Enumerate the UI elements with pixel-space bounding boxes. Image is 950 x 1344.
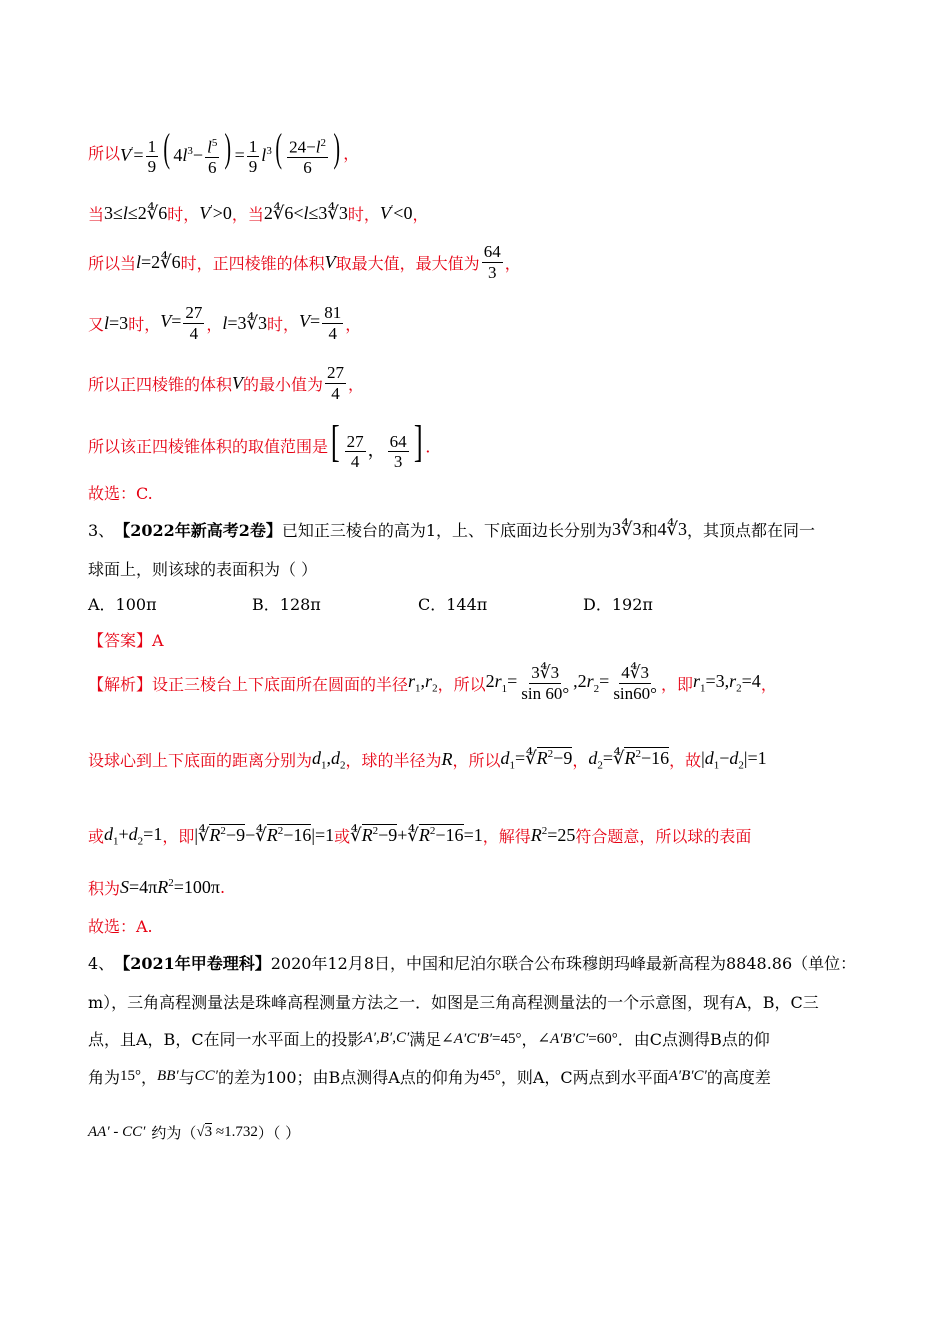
text: ．由C点测得B点的仰 bbox=[617, 1030, 770, 1049]
text: ， bbox=[412, 205, 429, 224]
text: 或 bbox=[334, 827, 351, 847]
text: 时， bbox=[267, 314, 300, 334]
text: ，故 bbox=[669, 751, 702, 771]
math-formula: $|d_1-d_2|=1$ bbox=[701, 748, 767, 772]
text: 点，且A，B，C在同一水平面上的投影 bbox=[88, 1030, 364, 1049]
text: 时， bbox=[167, 205, 200, 224]
question-4-line1 bbox=[88, 951, 856, 974]
text: ，即 bbox=[162, 827, 195, 847]
text: ， bbox=[521, 1030, 538, 1049]
option-c: C．144π bbox=[418, 595, 488, 614]
text: . bbox=[220, 878, 226, 897]
math-formula: $d_1=∜R^2-9$ bbox=[500, 748, 573, 772]
math-formula: 3≤l≤2∜6 bbox=[104, 203, 168, 223]
text: 积为 bbox=[88, 879, 121, 898]
condition-line bbox=[88, 202, 428, 225]
math-formula: l=3 bbox=[104, 312, 129, 333]
text: 的高度差 bbox=[706, 1068, 771, 1087]
math-formula: 4∜3 bbox=[657, 519, 688, 539]
text: ，则A，C两点到水平面 bbox=[500, 1068, 669, 1087]
question-source: 【2021年甲卷理科】 bbox=[114, 954, 271, 973]
text: 的差为100；由B点测得A点的仰角为 bbox=[217, 1068, 480, 1087]
text: 球面上，则该球的表面积为（ ） bbox=[88, 560, 318, 579]
text: ，所以 bbox=[437, 674, 486, 694]
text: 角为 bbox=[88, 1068, 121, 1087]
math-formula: V bbox=[232, 372, 244, 393]
analysis-tag: 【解析】 bbox=[88, 674, 153, 694]
text: ． bbox=[425, 437, 442, 457]
text: 时，正四棱锥的体积 bbox=[180, 253, 325, 273]
text: 又 bbox=[88, 314, 105, 334]
question-4-line5 bbox=[88, 1122, 300, 1143]
text: 所以该正四棱锥体积的取值范围是 bbox=[88, 437, 329, 457]
math-formula: $\frac{64}{3}$ bbox=[483, 242, 501, 282]
text: ， bbox=[141, 1068, 158, 1087]
question-4-line3 bbox=[88, 1027, 770, 1050]
analysis-line-4 bbox=[88, 876, 225, 899]
text: ，解得 bbox=[482, 827, 531, 847]
text: ， bbox=[572, 751, 589, 771]
analysis-line-2 bbox=[88, 748, 767, 772]
question-3-stem-line2 bbox=[88, 557, 317, 580]
analysis-line-3 bbox=[88, 824, 751, 848]
option-a: A．100π bbox=[88, 595, 157, 614]
math-formula: 45° bbox=[479, 1068, 501, 1084]
text: ， bbox=[504, 253, 521, 273]
math-formula: ∠A′C′B′=45° bbox=[441, 1031, 522, 1047]
text: ，当 bbox=[231, 205, 264, 224]
text: 符合题意，所以球的表面 bbox=[575, 827, 752, 847]
text: 故选：A. bbox=[88, 917, 153, 936]
text: ，即 bbox=[660, 674, 693, 694]
text: 2020年12月8日，中国和尼泊尔联合公布珠穆朗玛峰最新高程为8848.86（单位： bbox=[270, 954, 857, 973]
math-formula: R bbox=[441, 749, 453, 770]
math-formula: $d_1+d_2=1$ bbox=[104, 824, 163, 848]
math-formula: BB′ bbox=[157, 1068, 179, 1084]
question-source: 【2022年新高考2卷】 bbox=[114, 521, 282, 540]
text: 约为（ bbox=[151, 1124, 197, 1142]
option-d: D．192π bbox=[583, 595, 653, 614]
math-formula: V′<0 bbox=[379, 203, 413, 223]
math-formula: [ $\frac{27}{4}$ ， $\frac{64}{3}$ ] bbox=[330, 417, 423, 472]
text: 所以当 bbox=[88, 253, 137, 273]
math-formula: $d_1,d_2$ bbox=[312, 748, 346, 772]
math-formula: $|∜R^2-9-∜R^2-16|=1$ bbox=[194, 825, 335, 846]
math-formula: CC′ bbox=[194, 1068, 218, 1084]
math-formula: V′>0 bbox=[199, 203, 232, 223]
math-formula: $\frac{27}{4}$ bbox=[327, 363, 345, 403]
text: 和 bbox=[641, 521, 658, 540]
text: m），三角高程测量法是珠峰高程测量方法之一．如图是三角高程测量法的一个示意图，现有A，B，C三 bbox=[88, 993, 819, 1012]
text: 的最小值为 bbox=[243, 374, 324, 394]
text: 已知正三棱台的高为1，上、下底面边长分别为 bbox=[281, 521, 613, 540]
answer-line bbox=[88, 628, 164, 651]
math-formula: A′B′C′ bbox=[668, 1068, 707, 1084]
math-formula: V bbox=[324, 251, 336, 272]
endpoint-values-line bbox=[88, 303, 361, 343]
question-number: 4、 bbox=[88, 954, 115, 973]
text: 设球心到上下底面的距离分别为 bbox=[88, 751, 313, 771]
max-value-line bbox=[88, 242, 521, 282]
text: 时， bbox=[347, 205, 380, 224]
range-line bbox=[88, 417, 442, 472]
math-formula: $∜R^2-9+∜R^2-16=1$ bbox=[350, 825, 483, 846]
math-formula: l=2∜6 bbox=[136, 251, 181, 272]
text: 与 bbox=[178, 1068, 195, 1087]
text: ）（ ） bbox=[257, 1124, 301, 1142]
min-value-line bbox=[88, 363, 364, 403]
math-formula: l=3∜3 bbox=[222, 312, 268, 333]
answer-label: 【答案】A bbox=[88, 631, 164, 650]
choice-line bbox=[88, 481, 153, 504]
math-formula: $r_1,r_2$ bbox=[408, 671, 438, 695]
math-formula: √3 ≈1.732 bbox=[196, 1124, 258, 1140]
text: 时， bbox=[128, 314, 161, 334]
math-formula: $S=4\pi R^2=100\pi$ bbox=[120, 877, 221, 897]
math-formula: $r_1=3,r_2=4$ bbox=[692, 671, 761, 695]
math-formula: $R^2=25$ bbox=[530, 825, 576, 846]
text: 故选：C. bbox=[88, 484, 153, 503]
question-4-line2 bbox=[88, 990, 819, 1013]
choice-line-q3 bbox=[88, 914, 153, 937]
math-formula: 2∜6<l≤3∜3 bbox=[263, 203, 348, 223]
text: ，球的半径为 bbox=[345, 751, 442, 771]
math-formula: $2r_1=$ $\frac{3∜3}{\sin 60^\circ}$ $,2r_2=$ $\frac{4∜3}{\sin 60^\circ}$ bbox=[485, 663, 657, 703]
math-formula: V= $\frac{81}{4}$ bbox=[299, 303, 342, 343]
math-formula: 15° bbox=[120, 1068, 142, 1084]
math-formula: $d_2=∜R^2-16$ bbox=[588, 748, 670, 772]
option-b: B．128π bbox=[252, 595, 321, 614]
question-4-line4 bbox=[88, 1065, 771, 1088]
math-formula: ∠A′B′C′=60° bbox=[537, 1031, 618, 1047]
text: ， bbox=[206, 314, 223, 334]
question-number: 3、 bbox=[88, 521, 115, 540]
text: ， bbox=[348, 374, 365, 394]
text: ， bbox=[760, 674, 777, 694]
text: 满足 bbox=[409, 1030, 442, 1049]
text: ， bbox=[345, 314, 362, 334]
text: ，所以 bbox=[452, 751, 501, 771]
math-formula: 3∜3 bbox=[612, 519, 642, 539]
text: 当 bbox=[88, 205, 105, 224]
text: 取最大值，最大值为 bbox=[335, 253, 480, 273]
text: 设正三棱台上下底面所在圆面的半径 bbox=[152, 674, 409, 694]
math-formula: V′= $\frac{1}{9}$ ( $4l^3-$ $\frac{l^5}{6}$ ) = $\frac{1}{9}$ $l^3$( $\frac{24-l^2}{6}$ ) bbox=[120, 125, 340, 177]
text: 所以 bbox=[88, 144, 121, 164]
math-formula: A′,B′,C′ bbox=[363, 1030, 410, 1046]
text: ，其顶点都在同一 bbox=[687, 521, 816, 540]
derivative-line bbox=[88, 125, 360, 177]
text: 所以正四棱锥的体积 bbox=[88, 374, 233, 394]
text: 或 bbox=[88, 827, 105, 847]
analysis-line-1 bbox=[88, 663, 777, 703]
text: ， bbox=[343, 144, 360, 164]
math-formula: V= $\frac{27}{4}$ bbox=[160, 303, 203, 343]
math-formula: AA′ - CC′ bbox=[88, 1124, 146, 1140]
question-3-stem bbox=[88, 518, 815, 541]
